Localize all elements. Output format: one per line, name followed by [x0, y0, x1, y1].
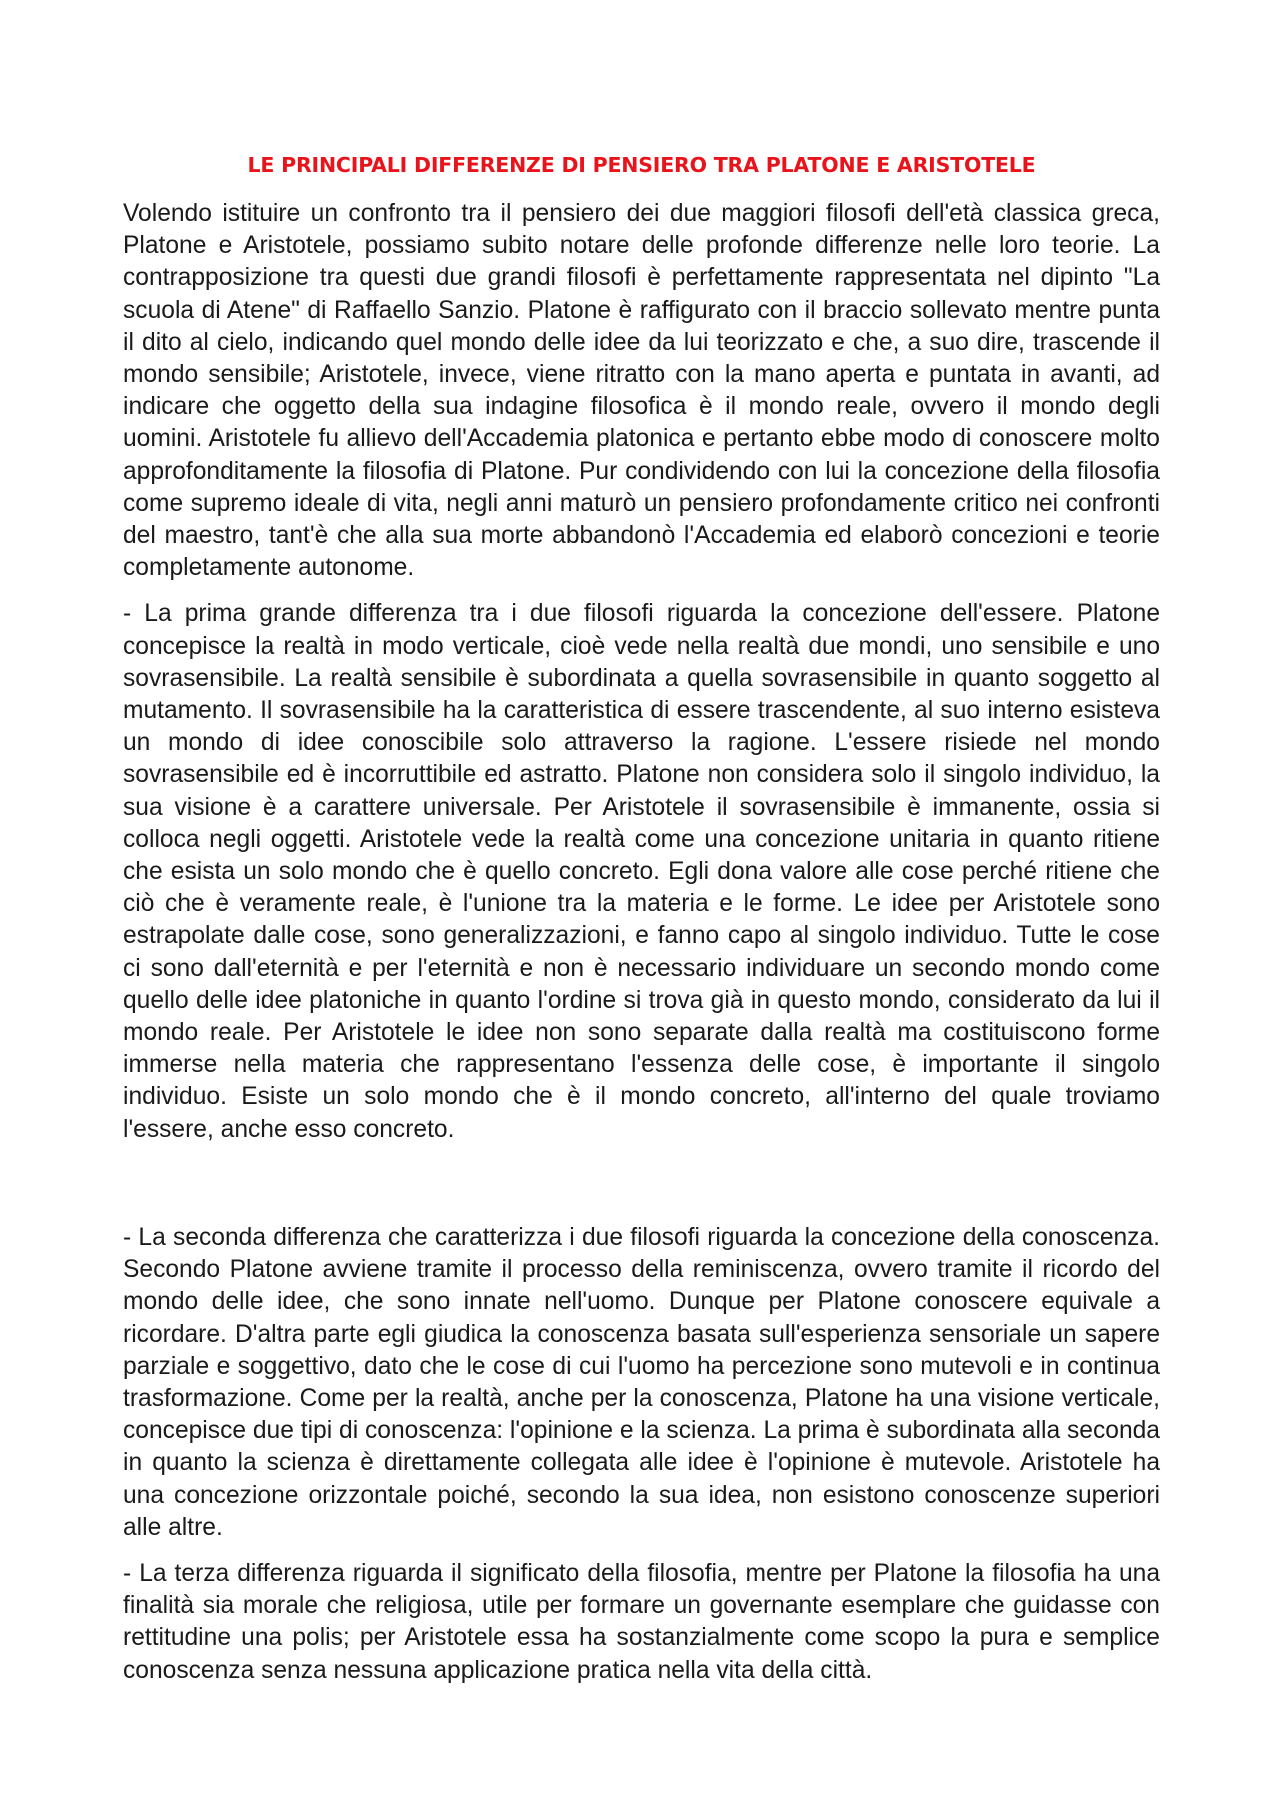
document-title: LE PRINCIPALI DIFFERENZE DI PENSIERO TRA PLATONE E ARISTOTELE	[247, 153, 1036, 177]
third-difference-paragraph: - La terza differenza riguarda il significato della filosofia, mentre per Platone la filosofia ha una finalità sia morale che religiosa, utile per formare un governante esemplare che guidasse con rettitudine una polis; per Aristotele essa ha sostanzialmente come scopo la pura e semplice conoscenza senza nessuna applicazione pratica nella vita della città.	[123, 1559, 1160, 1684]
document-page	[123, 152, 1160, 1687]
intro-paragraph: Volendo istituire un confronto tra il pensiero dei due maggiori filosofi dell'età classica greca, Platone e Aristotele, possiamo subito notare delle profonde differenze nelle loro teorie. La contrapposizione tra questi due grandi filosofi è perfettamente rappresentata nel dipinto "La scuola di Atene" di Raffaello Sanzio. Platone è raffigurato con il braccio sollevato mentre punta il dito al cielo, indicando quel mondo delle idee da lui teorizzato e che, a suo dire, trascende il mondo sensibile; Aristotele, invece, viene ritratto con la mano aperta e puntata in avanti, ad indicare che oggetto della sua indagine filosofica è il mondo reale, ovvero il mondo degli uomini. Aristotele fu allievo dell'Accademia platonica e pertanto ebbe modo di conoscere molto approfonditamente la filosofia di Platone. Pur condividendo con lui la concezione della filosofia come supremo ideale di vita, negli anni maturò un pensiero profondamente critico nei confronti del maestro, tant'è che alla sua morte abbandonò l'Accademia ed elaborò concezioni e teorie completamente autonome.	[123, 200, 1160, 582]
first-difference-paragraph: - La prima grande differenza tra i due filosofi riguarda la concezione dell'essere. Platone concepisce la realtà in modo verticale, cioè vede nella realtà due mondi, uno sensibile e uno sovrasensibile. La realtà sensibile è subordinata a quella sovrasensibile in quanto soggetto al mutamento. Il sovrasensibile ha la caratteristica di essere trascendente, al suo interno esisteva un mondo di idee conoscibile solo attraverso la ragione. L'essere risiede nel mondo sovrasensibile ed è incorruttibile ed astratto. Platone non considera solo il singolo individuo, la sua visione è a carattere universale. Per Aristotele il sovrasensibile è immanente, ossia si colloca negli oggetti. Aristotele vede la realtà come una concezione unitaria in quanto ritiene che esista un solo mondo che è quello concreto. Egli dona valore alle cose perché ritiene che ciò che è veramente reale, è l'unione tra la materia e le forme. Le idee per Aristotele sono estrapolate dalle cose, sono generalizzazioni, e fanno capo al singolo individuo. Tutte le cose ci sono dall'eternità e per l'eternità e non è necessario individuare un secondo mondo come quello delle idee platoniche in quanto l'ordine si trova già in questo mondo, considerato da lui il mondo reale. Per Aristotele le idee non sono separate dalla realtà ma costituiscono forme immerse nella materia che rappresentano l'essenza delle cose, è importante il singolo individuo. Esiste un solo mondo che è il mondo concreto, all'interno del quale troviamo l'essere, anche esso concreto.	[123, 600, 1160, 1143]
second-difference-paragraph: - La seconda differenza che caratterizza i due filosofi riguarda la concezione della conoscenza. Secondo Platone avviene tramite il processo della reminiscenza, ovvero tramite il ricordo del mondo delle idee, che sono innate nell'uomo. Dunque per Platone conoscere equivale a ricordare. D'altra parte egli giudica la conoscenza basata sull'esperienza sensoriale un sapere parziale e soggettivo, dato che le cose di cui l'uomo ha percezione sono mutevoli e in continua trasformazione. Come per la realtà, anche per la conoscenza, Platone ha una visione verticale, concepisce due tipi di conoscenza: l'opinione e la scienza. La prima è subordinata alla seconda in quanto la scienza è direttamente collegata alle idee è l'opinione è mutevole. Aristotele ha una concezione orizzontale poiché, secondo la sua idea, non esistono conoscenze superiori alle altre.	[123, 1223, 1160, 1541]
